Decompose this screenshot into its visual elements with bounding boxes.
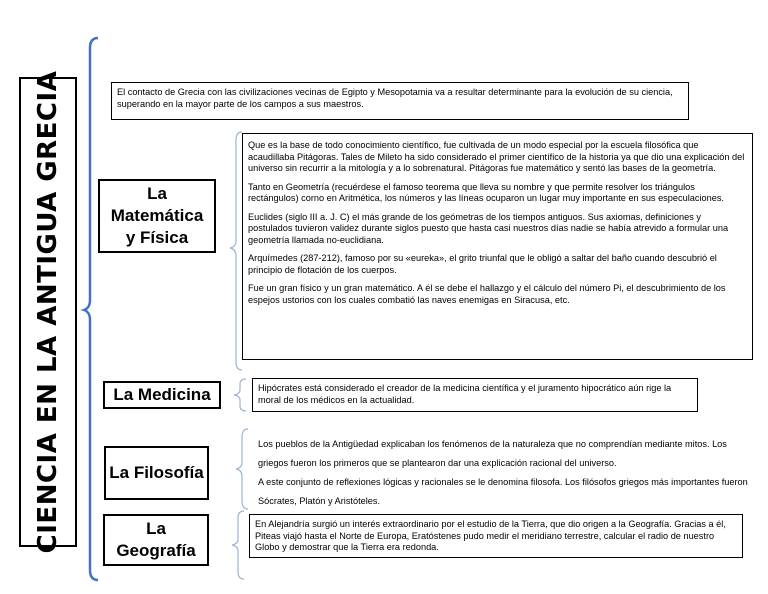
paragraph: Hipócrates está considerado el creador de la medicina científica y el juramento hipocrático aún rige la moral de los médicos en la actualidad. xyxy=(258,383,672,405)
label-medicina: La Medicina xyxy=(103,381,221,409)
main-title-box xyxy=(19,70,77,554)
paragraph: Que es la base de todo conocimiento científico, fue cultivada de un modo especial por la escuela filosófica que acaudillaba Pitágoras. Tales de Mileto ha sido considerado el primer científico de la historia ya que dio una explicación del universo sin recurrir a la mitología y a lo sobrenatural. Pitágoras fue matemático y sentó las bases de la geometría. xyxy=(248,140,745,173)
paragraph: Tanto en Geometría (recuérdese el famoso teorema que lleva su nombre y que permite resolver los triángulos rectángulos) corno en Aritmética, los números y las líneas ocuparon un lugar muy importante en sus especulaciones. xyxy=(248,181,724,203)
paragraph: Arquímedes (287-212), famoso por su «eureka», el grito triunfal que le obligó a saltar del baño cuando descubrió el principio de flotación de los cuerpos. xyxy=(248,253,717,275)
label-geografia: La Geografía xyxy=(103,514,209,566)
brace-geografia xyxy=(232,511,244,579)
paragraph: A este conjunto de reflexiones lógicas y racionales se le denomina filosofa. Los filósofos griegos más importantes fueron Sócrates, Platón y Aristóteles. xyxy=(258,477,748,506)
brace-medicina xyxy=(234,379,246,411)
text-filosofia xyxy=(256,431,752,509)
brace-matematica xyxy=(230,132,242,370)
brace-filosofia xyxy=(236,429,248,509)
main-brace xyxy=(84,38,98,580)
paragraph: Los pueblos de la Antigüedad explicaban los fenómenos de la naturaleza que no comprendían mediante mitos. Los griegos fueron los primeros que se plantearon dar una explicación racional del universo. xyxy=(258,439,727,468)
main-title: CIENCIA EN LA ANTIGUA GRECIA xyxy=(33,70,63,554)
paragraph: Euclides (siglo III a. J. C) el más grande de los geómetras de los tiempos antiguos. Sus axiomas, definiciones y postulados tuvieron validez durante siglos puesto que hasta casi nuestros días nadie se había atrevido a formular una geometría llamada no-euclidiana. xyxy=(248,211,729,245)
paragraph: En Alejandría surgió un interés extraordinario por el estudio de la Tierra, que dio origen a la Geografía. Gracias a él, Piteas viajó hasta el Norte de Europa, Eratóstenes pudo medir el meridiano terrestre, calcular el radio de nuestro Globo y demostrar que la Tierra era redonda. xyxy=(255,519,726,552)
paragraph: Fue un gran físico y un gran matemático. A él se debe el hallazgo y el cálculo del número Pi, el descubrimiento de los espejos ustorios con los cuales combatió las naves enemigas en Siracusa, etc. xyxy=(248,283,726,305)
text-medicina xyxy=(252,378,698,412)
text-matematica-fisica xyxy=(242,133,753,360)
label-filosofia: La Filosofía xyxy=(104,446,209,500)
text-geografia xyxy=(249,514,743,558)
intro-text: El contacto de Grecia con las civilizaciones vecinas de Egipto y Mesopotamia va a resultar determinante para la evolución de su ciencia, superando en la mayor parte de los campos a sus maestros. xyxy=(117,87,673,109)
intro-box xyxy=(111,82,689,120)
label-matematica-fisica: La Matemática y Física xyxy=(98,179,216,253)
